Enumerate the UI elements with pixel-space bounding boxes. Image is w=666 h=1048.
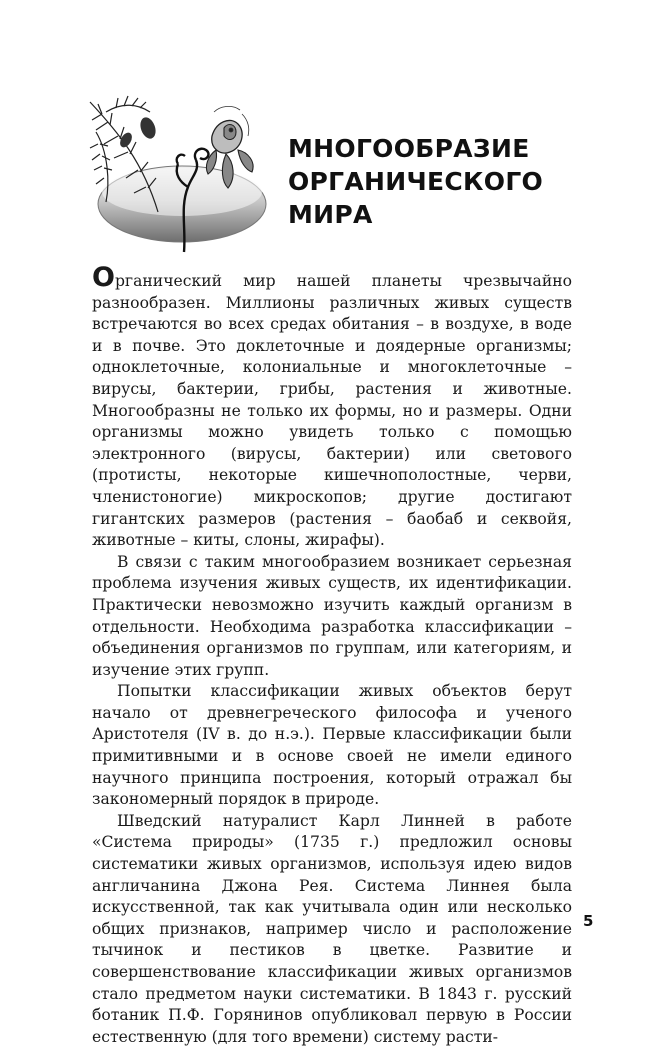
paragraph: Шведский натуралист Карл Линней в работе «Система природы» (1735 г.) предложил основы систематики живых организмов, используя идею видов англичанина Джона Рея. Система Линнея была искусственной, так как учитывала один или несколько общих признаков, например число и расположение тычинок и пестиков в цветке. Развитие и совершенствование классификации живых организмов стало предметом науки систематики. В 1843 г. русский ботаник П.Ф. Горянинов опубликовал первую в России естественную (для того времени) систему расти-: [92, 811, 572, 1046]
body-text: [92, 262, 572, 1048]
paragraph: Попытки классификации живых объектов берут начало от древнегреческого философа и ученого Аристотеля (IV в. до н.э.). Первые классификации были примитивными и в основе своей не имели единого научного принципа построения, который отражал бы закономерный порядок в природе.: [92, 682, 572, 809]
paragraph: В связи с таким многообразием возникает серьезная проблема изучения живых существ, их идентификации. Практически невозможно изучить каждый организм в отдельности. Необходима разработка классификации – объединения организмов по группам, или категориям, и изучение этих групп.: [92, 552, 572, 679]
chapter-header: [88, 92, 588, 262]
chapter-title-line: МНОГООБРАЗИЕ: [288, 134, 530, 163]
chapter-title-line: ОРГАНИЧЕСКОГО: [288, 167, 544, 196]
chapter-title: [288, 132, 543, 231]
chapter-illustration: [88, 92, 270, 257]
chapter-title-line: МИРА: [288, 200, 373, 229]
paragraph-text: рганический мир нашей планеты чрезвычайно разнообразен. Миллионы различных живых существ встречаются во всех средах обитания – в воздухе, в воде и в почве. Это доклеточные и доядерные организмы; одноклеточные, колониальные и многоклеточные – вирусы, бактерии, грибы, растения и животные. Многообразны не только их формы, но и размеры. Одни организмы можно увидеть только с помощью электронного (вирусы, бактерии) или светового (протисты, некоторые кишечнополостные, черви, членистоногие) микроскопов; другие достигают гигантских размеров (растения – баобаб и секвойя, животные – киты, слоны, жирафы).: [92, 272, 572, 550]
drop-cap: О: [92, 262, 115, 293]
page-number: 5: [583, 912, 594, 930]
paragraph: [92, 262, 572, 552]
